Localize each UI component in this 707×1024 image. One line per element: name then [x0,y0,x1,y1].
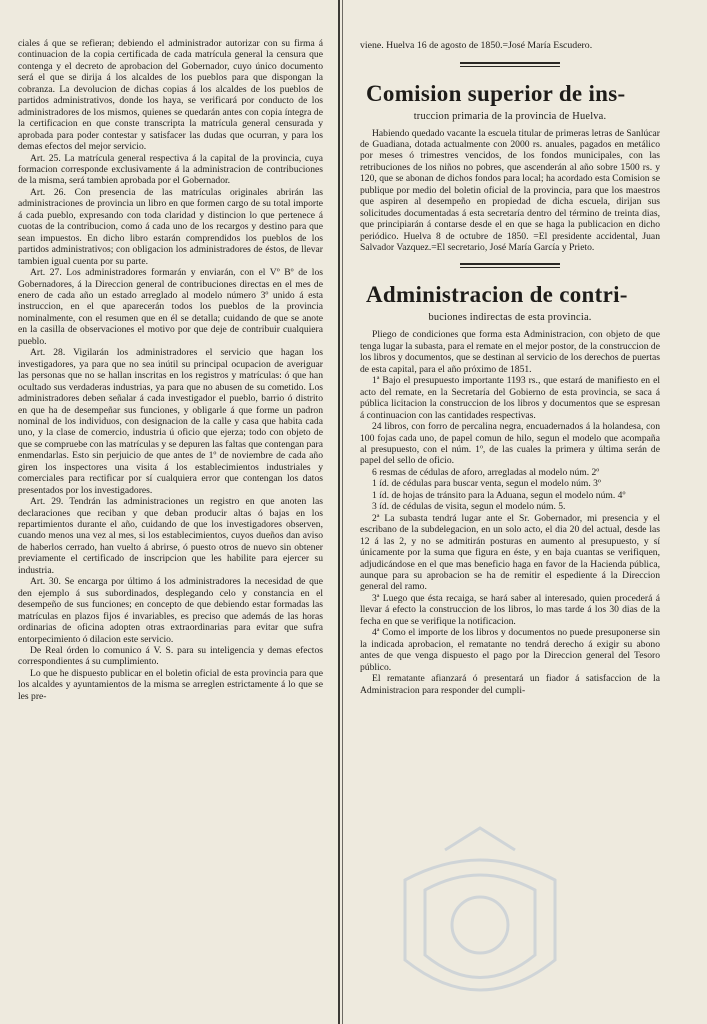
admin-paragraph-1: 1ª Bajo el presupuesto importante 1193 rs., que estará de manifiesto en el acto del remate, en la Secretaría del Gobierno de esta provincia, se saca á pública licitacion la construccion de los libros y documentos que se espresan á continuacion con las cantidades respectivas. [360,375,660,421]
admin-paragraph-4: 4ª Como el importe de los libros y documentos no puede presuponerse sin la indicada aprobacion, el rematante no tendrá derecho á exigir su abono antes de que venga dispuesto el pago por la Direccion general del Tesoro público. [360,627,660,673]
left-paragraph-0: ciales á que se refieran; debiendo el administrador autorizar con su firma á continuacion de la copia certificada de cada matrícula general la censura que contenga y el decreto de aprobacion del Gobernador, cuyo único documento será el que se dirija á los alcaldes de los pueblos para que dispongan la cobranza. La devolucion de dichas copias á los alcaldes de los pueblos de partidos administrativos, donde los haya, se verificará por conducto de los administradores de los mismos, quienes se quedarán antes con copia íntegra de la certificacion en que conste transcripta la matrícula general censurada y aprobada para poder contestar y satisfacer las dudas que ocurran, y para los demas efectos del mejor servicio. [18,38,323,153]
left-paragraph-art28: Art. 28. Vigilarán los administradores el servicio que hagan los investigadores, ya para que no sea inútil su principal ocupacion de averiguar las personas que no se hallan inscritas en los registros y matrículas: ó que han ocultado sus verdaderas industrias, ya para que no abusen de su cometido. Los administradores deben señalar á cada investigador el pueblo, barrio ó distrito en que ha de desempeñar sus funciones, y obligarle á que forme un padron nominal de los individuos, con designacion de la calle y casa que habita cada uno, y la clase de comercio, industria ú oficio que ejerza; todo con objeto de que se compruebe con las matrículas y se depuren las faltas que contengan para enmendarlas. Esto sin perjuicio de que antes de 1º de noviembre de cada año giren los inspectores una visita á los establecimientos industriales y comerciales para rectificar por sí cualquiera error que contengan los datos presentados por los investigadores. [18,347,323,496]
left-paragraph-art26: Art. 26. Con presencia de las matrículas originales abrirán las administraciones de provincia un libro en que formen cargo de su total importe á cada pueblo, expresando con toda claridad y distincion lo que pertenece á cuotas de la contribucion, como á cada uno de los recargos y destino para que sean impuestos. En dicho libro estarán comprendidos los pueblos de los partidos administrativos; con obligacion los administradores de éstos, de llevar tambien igual cuenta por su parte. [18,186,323,267]
admin-paragraph-fiador: El rematante afianzará ó presentará un fiador á satisfaccion de la Administracion para responder del cumpli- [360,673,660,696]
left-paragraph-art27: Art. 27. Los administradores formarán y enviarán, con el Vº Bº de los Gobernadores, á la Direccion general de contribuciones directas en el mes de enero de cada año un estado arreglado al modelo número 3º unido á esta instruccion, en el que aparecerán todos los pueblos de la provincia nominalmente, con el resumen que en él se detalla; cuidando de que se anote en la casilla de observaciones el motivo por que deje de contribuir cualquiera pueblo. [18,267,323,347]
left-paragraph-publicar: Lo que he dispuesto publicar en el boletin oficial de esta provincia para que los alcaldes y ayuntamientos de la misma se arreglen estrictamente á lo que se les pre- [18,667,323,702]
dateline: viene. Huelva 16 de agosto de 1850.=José María Escudero. [360,40,593,51]
left-paragraph-art29: Art. 29. Tendrán las administraciones un registro en que anoten las declaraciones que reciban y que deban producir altas ó bajas en los repartimientos durante el año, cuidando de que los investigadores observen, cuando menos una vez al mes, si los establecimientos, cuyos dueños dan aviso de haberlos cerrado, han vuelto á abrirse, ó puesto otros de nuevo sin obtener previamente el certificado de inscripcion que les habilite para ejercer su industria. [18,496,323,576]
column-rule-inner [342,0,343,1024]
ornament-divider [460,62,560,67]
left-paragraph-art30: Art. 30. Se encarga por último á los administradores la necesidad de que den ejemplo á sus subordinados, desplegando celo y constancia en el desempeño de sus funciones; en concepto de que debiendo estar formadas las matrículas en plazos fijos é invariables, es preciso que además de las horas ordinarias de oficina adopten otras extraordinarias para evitar que sufra entorpecimiento ó dilacion este servicio. [18,576,323,645]
ornament-divider [460,263,560,268]
admin-paragraph-aduana: 1 íd. de hojas de tránsito para la Aduana, segun el modelo núm. 4º [372,489,626,501]
admin-paragraph-2: 2ª La subasta tendrá lugar ante el Sr. Gobernador, mi presencia y el escribano de la subdelegacion, en un solo acto, el dia 20 del actual, desde las 12 á las 2, y no se admitirán posturas en aumento al presupuesto, y sí únicamente por la suma que figura en éste, y en baja cuantas se verifiquen, adjudicándose en el que mas beneficio haga en favor de la Hacienda pública, aunque para su aprobacion se ha de remitir el espediente á la Direccion general del ramo. [360,512,660,593]
left-paragraph-real-orden: De Real órden lo comunico á V. S. para su inteligencia y demas efectos correspondientes á su cumplimiento. [18,645,323,668]
comision-paragraph: Habiendo quedado vacante la escuela titular de primeras letras de Sanlúcar de Guadiana, dotada actualmente con 2000 rs. anuales, pagados en metálico por meses ó trimestres vencidos, de los fondos municipales, con las retribuciones de los niños no pobres, que ascenderán al año sobre 1500 rs. y 120, que se abonan de dichos fondos para local; ha acordado esta Comision se publique por medio del boletin oficial de la provincia, para que los maestros que aspiren al desempeño en propiedad de dicha escuela, dirijan sus solicitudes documentadas á esta secretaría dentro del término de treinta dias, que principiarán á contarse desde el en que se haga la publicacion en dicho periódico. Huelva 8 de octubre de 1850. =El presidente accidental, Juan Salvador Vazquez.=El secretario, José María García y Prieto. [360,127,660,254]
admin-paragraph-visita: 3 íd. de cédulas de visita, segun el modelo núm. 5. [372,501,566,513]
crest-watermark-icon [385,820,575,1024]
admin-paragraph-venta: 1 íd. de cédulas para buscar venta, segun el modelo núm. 3º [372,478,601,490]
section-subheading-administracion: buciones indirectas de esta provincia. [428,312,592,324]
section-heading-administracion: Administracion de contri- [366,282,628,308]
admin-paragraph-pliego: Pliego de condiciones que forma esta Administracion, con objeto de que tenga lugar la subasta, para el remate en el mejor postor, de la construccion de los libros y documentos, que se destinan al servicio de los derechos de puertas de esta capital, para el año próximo de 1851. [360,329,660,375]
admin-paragraph-3: 3ª Luego que ésta recaiga, se hará saber al interesado, quien procederá á llevar á efecto la construccion de los libros, lo mas tarde á los 30 dias de la fecha en que se verifique la notificacion. [360,592,660,627]
admin-paragraph-resmas: 6 resmas de cédulas de aforo, arregladas al modelo núm. 2º [372,466,600,478]
left-paragraph-art25: Art. 25. La matrícula general respectiva á la capital de la provincia, cuya formacion corresponde exclusivamente á la administracion de contribuciones de la misma, será tambien aprobada por el Gobernador. [18,152,323,187]
admin-paragraph-libros: 24 libros, con forro de percalina negra, encuadernados á la holandesa, con 100 fojas cada uno, de papel comun de hilo, segun el modelo que acompaña al presupuesto, con el núm. 1º, de las cuales la primera y última serán de papel del sello de oficio. [360,421,660,467]
column-rule [338,0,340,1024]
left-column [18,38,323,1024]
section-subheading-comision: truccion primaria de la provincia de Huelva. [413,110,607,122]
section-heading-comision: Comision superior de ins- [366,80,626,106]
